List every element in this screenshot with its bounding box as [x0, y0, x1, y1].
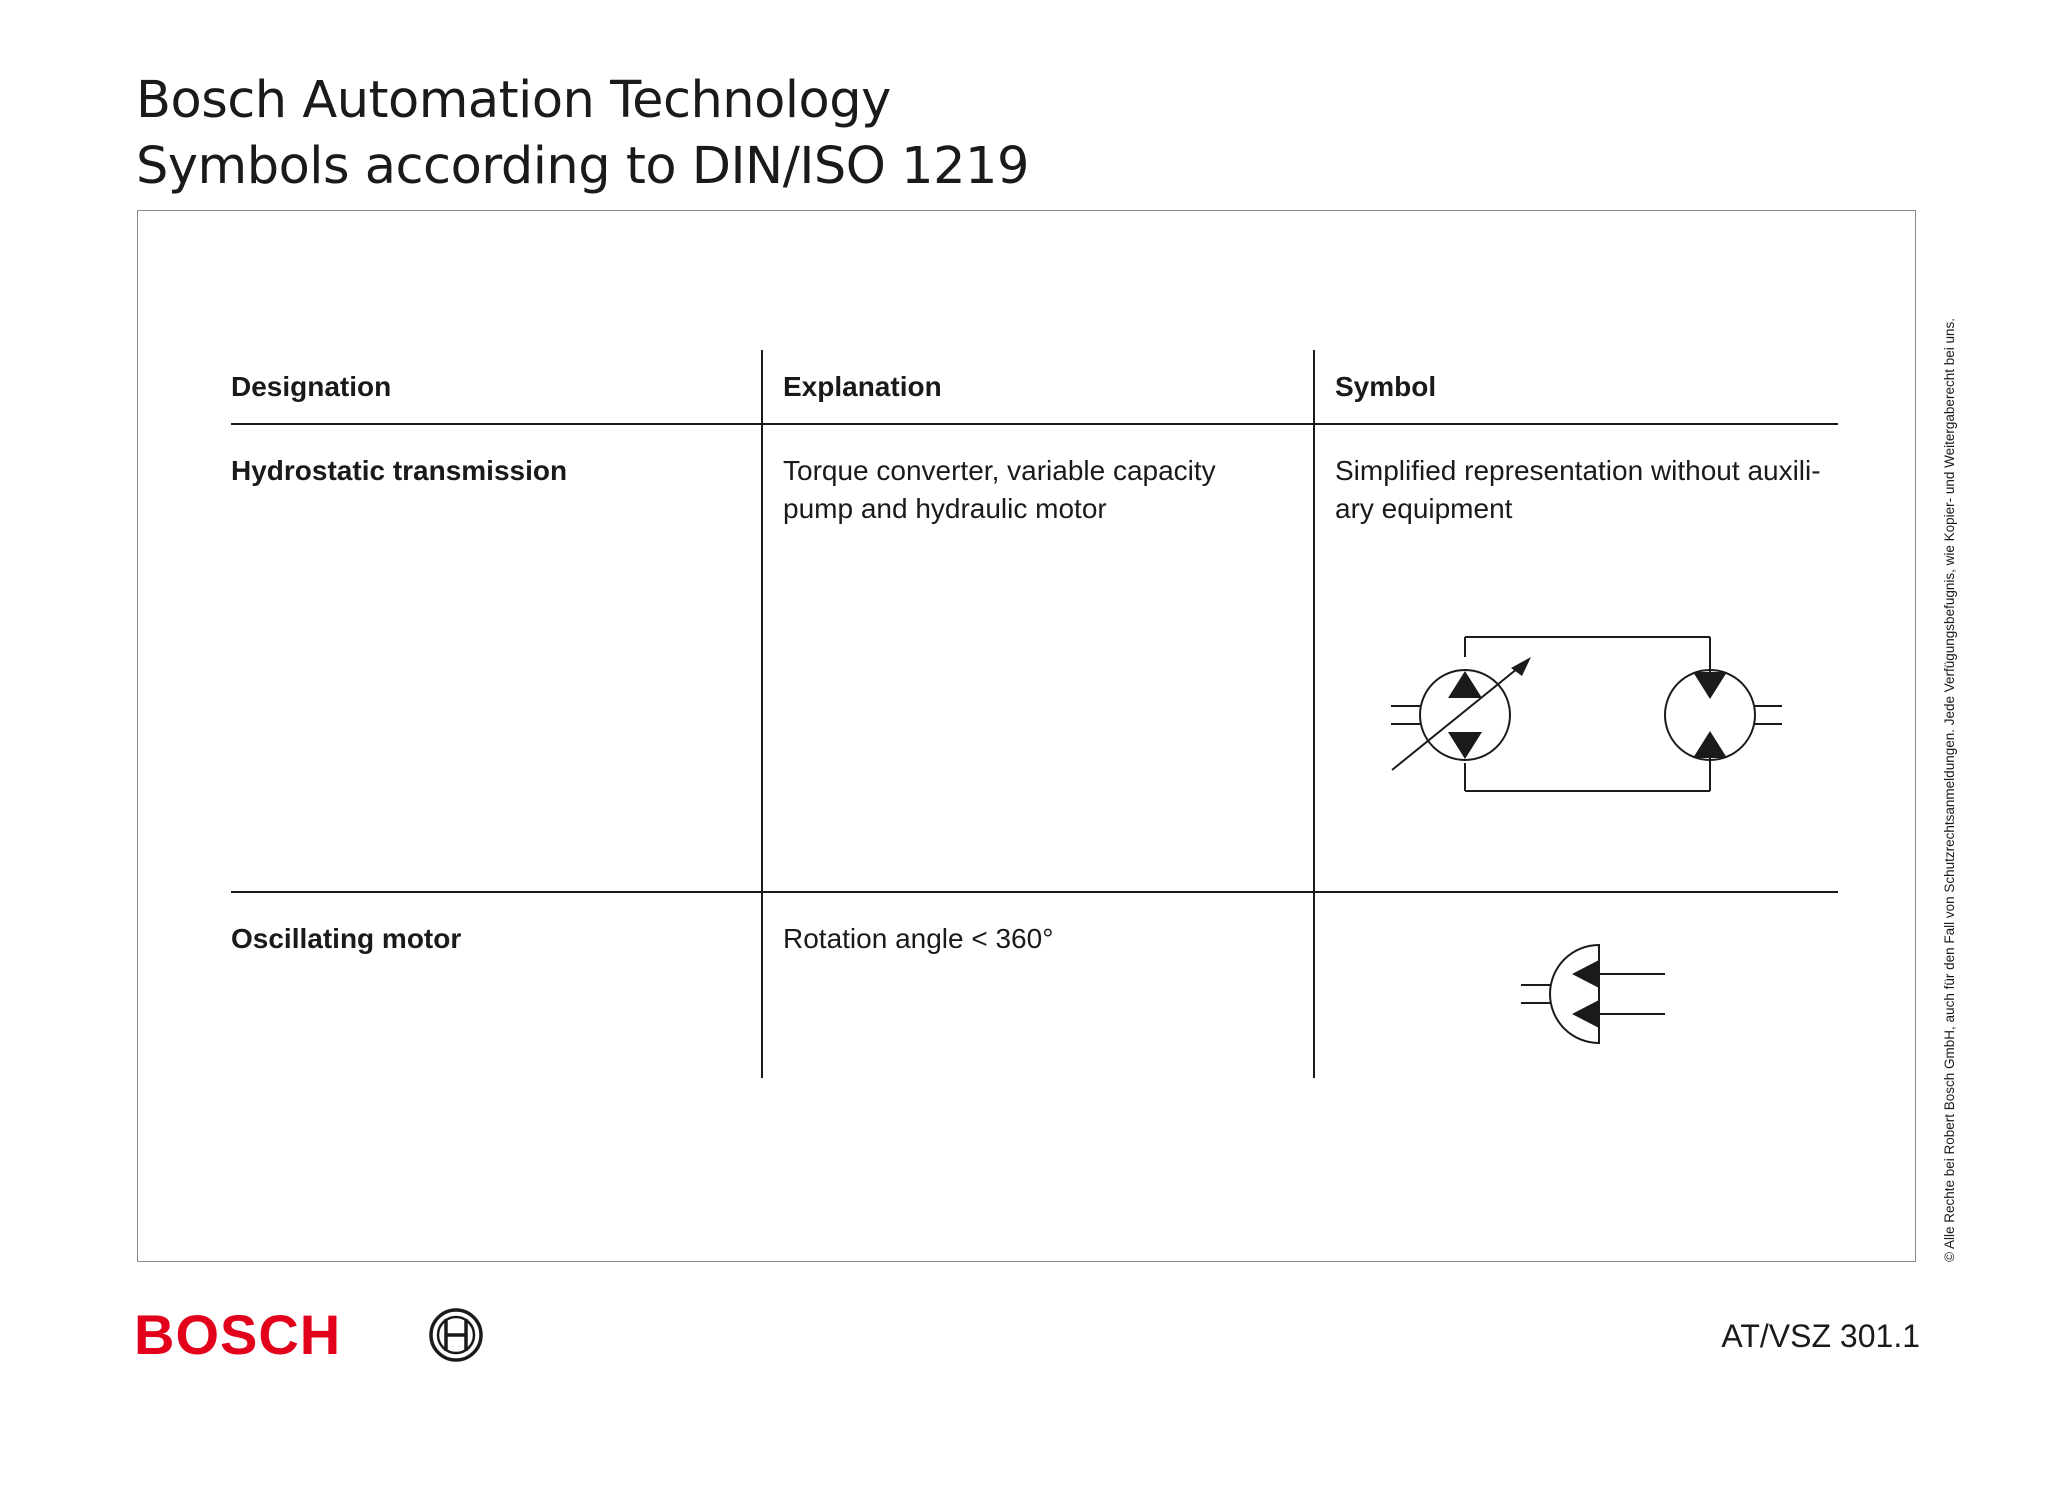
row-divider: [231, 891, 1838, 893]
header-divider: [231, 423, 1838, 425]
row-designation-hydrostatic-transmission: Hydrostatic transmission: [231, 455, 568, 486]
row-explanation-oscillating-motor: Rotation angle < 360°: [783, 923, 1054, 954]
page-title: [136, 68, 1029, 200]
row-designation-oscillating-motor: Oscillating motor: [231, 923, 462, 954]
column-header-designation: Designation: [231, 371, 392, 402]
oscillating-motor-symbol: [1515, 940, 1675, 1050]
bosch-wordmark: BOSCH: [134, 1303, 342, 1366]
document-number: AT/VSZ 301.1: [1721, 1318, 1920, 1354]
bosch-armature-icon: [428, 1307, 484, 1363]
row-symbol-text-hydrostatic-transmission: Simplified representation without auxili- ary equipment: [1335, 455, 1821, 524]
column-divider-2: [1313, 350, 1315, 1078]
copyright-notice: © Alle Rechte bei Robert Bosch GmbH, auch für den Fall von Schutzrechtsanmeldungen. Jede Verfügungsbefugnis, wie Kopier- und Weitergaberecht bei uns.: [1942, 318, 1957, 1262]
column-header-symbol: Symbol: [1335, 371, 1437, 402]
column-header-explanation: Explanation: [783, 371, 942, 402]
column-divider-1: [761, 350, 763, 1078]
row-explanation-hydrostatic-transmission: Torque converter, variable capacity pump and hydraulic motor: [783, 455, 1216, 524]
title-line-1: Bosch Automation Technology: [136, 71, 891, 130]
title-line-2: Symbols according to DIN/ISO 1219: [136, 137, 1029, 196]
hydrostatic-transmission-symbol: [1385, 620, 1785, 800]
